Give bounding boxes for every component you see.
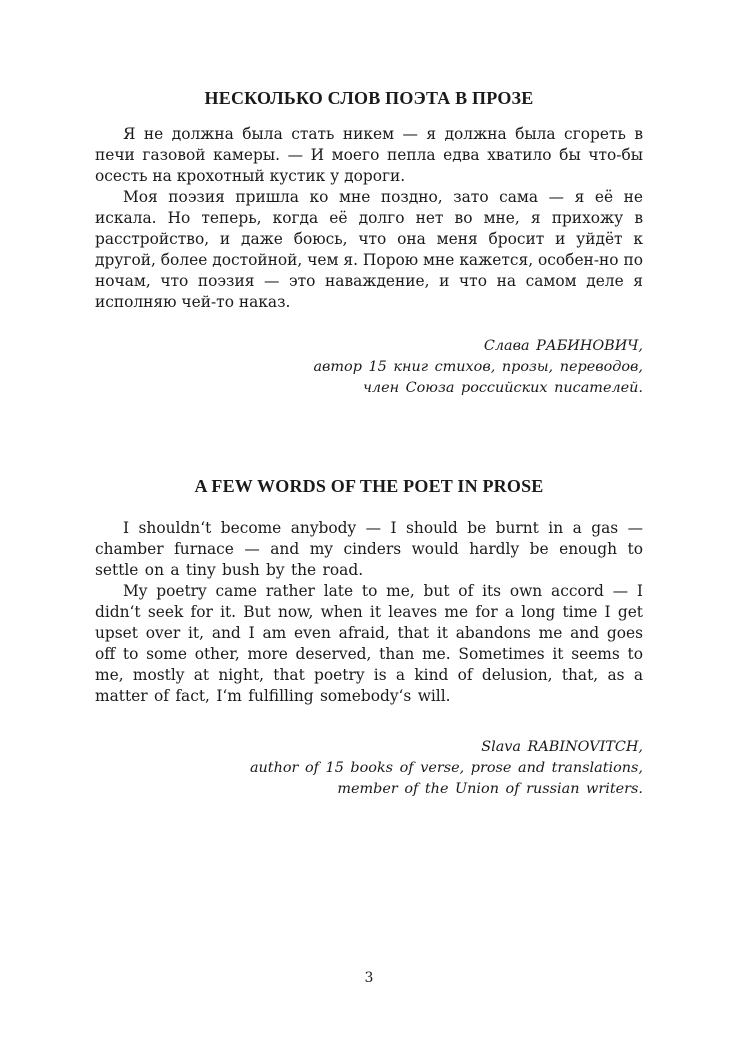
english-signature-line3: member of the Union of russian writers.: [337, 781, 643, 797]
english-paragraph-1: I shouldn‘t become anybody — I should be burnt in a gas — chamber furnace — and my cinders would hardly be enough to settle on a tiny bush by the road.: [95, 519, 643, 579]
english-body: [95, 518, 643, 707]
english-title: A FEW WORDS OF THE POET IN PROSE: [194, 476, 544, 496]
russian-body: [95, 124, 643, 313]
english-signature: [95, 737, 643, 800]
russian-signature-line2: автор 15 книг стихов, прозы, переводов,: [313, 359, 643, 375]
russian-signature: [95, 336, 643, 399]
russian-title: НЕСКОЛЬКО СЛОВ ПОЭТА В ПРОЗЕ: [204, 88, 534, 108]
english-signature-line2: author of 15 books of verse, prose and translations,: [249, 760, 643, 776]
page-number: 3: [364, 970, 374, 986]
russian-paragraph-1: Я не должна была стать никем — я должна была сгореть в печи газовой камеры. — И моего пепла едва хватило бы что-бы осесть на крохотный кустик у дороги.: [95, 125, 643, 185]
document-page: [95, 0, 643, 1046]
russian-signature-line3: член Союза российских писателей.: [362, 380, 643, 396]
english-signature-name: Slava RABINOVITCH,: [481, 739, 643, 755]
russian-signature-name: Слава РАБИНОВИЧ,: [483, 338, 643, 354]
russian-paragraph-2: Моя поэзия пришла ко мне поздно, зато сама — я её не искала. Но теперь, когда её долго нет во мне, я прихожу в расстройство, и даже боюсь, что она меня бросит и уйдёт к другой, более достойной, чем я. Порою мне кажется, особен-но по ночам, что поэзия — это наваждение, и что на самом деле я исполняю чей-то наказ.: [95, 188, 643, 311]
english-paragraph-2: My poetry came rather late to me, but of its own accord — I didn‘t seek for it. But now, when it leaves me for a long time I get upset over it, and I am even afraid, that it abandons me and goes off to some other, more deserved, than me. Sometimes it seems to me, mostly at night, that poetry is a kind of delusion, that, as a matter of fact, I‘m fulfilling somebody‘s will.: [95, 582, 643, 705]
